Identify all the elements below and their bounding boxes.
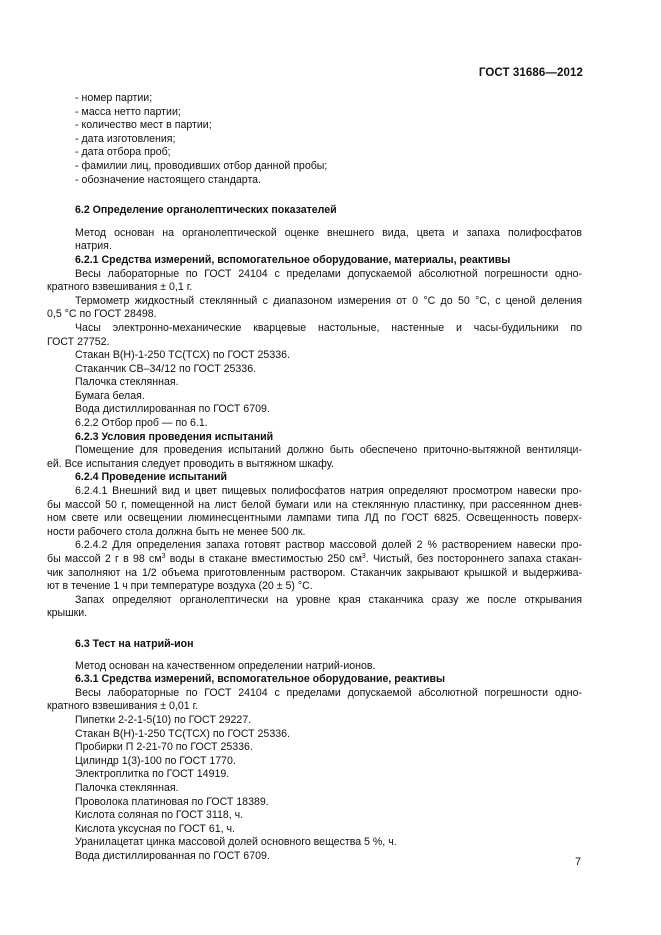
page-content xyxy=(47,92,583,863)
paragraph-line: кратного взвешивания ± 0,01 г. xyxy=(47,700,199,713)
paragraph-line: Весы лабораторные по ГОСТ 24104 с пределами допускаемой абсолютной погрешности одно- xyxy=(75,686,582,699)
paragraph-line: Термометр жидкостный стеклянный с диапазоном измерения от 0 °С до 50 °С, с ценой деления xyxy=(75,294,582,307)
paragraph-line: Часы электронно-механические кварцевые настольные, настенные и часы-будильники по xyxy=(75,321,582,334)
paragraph-line: Метод основан на органолептической оценке внешнего вида, цвета и запаха полифосфатов xyxy=(75,226,582,239)
list-item: - дата отбора проб; xyxy=(75,146,171,159)
paragraph-line: чик заполняют на 1/2 объема приготовленным раствором. Стаканчик закрывают крышкой и выдержива- xyxy=(47,566,582,579)
list-item: Бумага белая. xyxy=(75,389,145,402)
list-item: Пипетки 2-2-1-5(10) по ГОСТ 29227. xyxy=(75,713,252,726)
list-item: Уранилацетат цинка массовой долей основного вещества 5 %, ч. xyxy=(75,836,397,849)
paragraph-line: ют в течение 1 ч при температуре воздуха (20 ± 5) °С. xyxy=(47,580,313,593)
list-item: - номер партии; xyxy=(75,92,153,104)
list-item: - обозначение настоящего стандарта. xyxy=(75,173,262,186)
paragraph-line: 0,5 °С по ГОСТ 28498. xyxy=(47,308,157,321)
paragraph-line: 6.2.4.2 Для определения запаха готовят раствор массовой долей 2 % растворением навески про- xyxy=(75,539,582,552)
subsection-heading-6-3-1: 6.3.1 Средства измерений, вспомогательное оборудование, реактивы xyxy=(75,673,446,686)
paragraph-line: ности рабочего стола должна быть не менее 500 лк. xyxy=(47,525,306,538)
sample-info-list xyxy=(75,92,582,187)
list-item: Стакан В(Н)-1-250 ТС(ТСХ) по ГОСТ 25336. xyxy=(75,727,290,740)
list-item: Кислота уксусная по ГОСТ 61, ч. xyxy=(75,822,235,835)
subsection-heading-6-2-4: 6.2.4 Проведение испытаний xyxy=(75,471,228,484)
list-item: - фамилии лиц, проводивших отбор данной пробы; xyxy=(75,159,328,172)
list-item: - масса нетто партии; xyxy=(75,105,181,118)
list-item: Стакан В(Н)-1-250 ТС(ТСХ) по ГОСТ 25336. xyxy=(75,349,290,362)
subsection-heading-6-2-1: 6.2.1 Средства измерений, вспомогательное оборудование, материалы, реактивы xyxy=(75,253,511,266)
paragraph-line: 6.2.4.1 Внешний вид и цвет пищевых полифосфатов натрия определяют просмотром навески про- xyxy=(75,485,582,498)
list-item: Стаканчик СВ–34/12 по ГОСТ 25336. xyxy=(75,362,257,375)
list-item: Проволока платиновая по ГОСТ 18389. xyxy=(75,795,269,808)
paragraph-line: Весы лабораторные по ГОСТ 24104 с пределами допускаемой абсолютной погрешности одно- xyxy=(75,267,582,280)
list-item: Палочка стеклянная. xyxy=(75,781,179,794)
paragraph-line: Метод основан на качественном определении натрий-ионов. xyxy=(75,659,376,672)
list-item: - дата изготовления; xyxy=(75,132,176,145)
paragraph-line: ном свете или освещении люминесцентными лампами типа ЛД по ГОСТ 6825. Освещенность поверх- xyxy=(47,512,582,525)
paragraph-line: натрия. xyxy=(75,240,112,253)
section-heading-6-3: 6.3 Тест на натрий-ион xyxy=(75,637,194,650)
list-item: Вода дистиллированная по ГОСТ 6709. xyxy=(75,403,270,416)
list-item: 6.2.2 Отбор проб — по 6.1. xyxy=(75,417,208,430)
list-item: Вода дистиллированная по ГОСТ 6709. xyxy=(75,849,270,862)
paragraph-line: бы массой 50 г, помещенной на лист белой бумаги или на стеклянную пластинку, при рассеянном днев- xyxy=(47,498,582,511)
list-item: Электроплитка по ГОСТ 14919. xyxy=(75,768,230,781)
standard-header: ГОСТ 31686—2012 xyxy=(478,67,583,79)
list-item: Палочка стеклянная. xyxy=(75,376,179,389)
subsection-heading-6-2-3: 6.2.3 Условия проведения испытаний xyxy=(75,430,274,443)
paragraph-line: ГОСТ 27752. xyxy=(47,335,110,348)
list-item: Кислота соляная по ГОСТ 3118, ч. xyxy=(75,809,244,822)
paragraph-line: ей. Все испытания следует проводить в вытяжном шкафу. xyxy=(47,457,334,470)
paragraph-line: кратного взвешивания ± 0,1 г. xyxy=(47,281,193,294)
list-item: Пробирки П 2-21-70 по ГОСТ 25336. xyxy=(75,741,253,754)
list-item: - количество мест в партии; xyxy=(75,119,212,132)
section-heading-6-2: 6.2 Определение органолептических показателей xyxy=(75,204,337,217)
paragraph-line: Помещение для проведения испытаний должно быть обеспечено приточно-вытяжной вентиляци- xyxy=(75,444,582,457)
list-item: Цилиндр 1(3)-100 по ГОСТ 1770. xyxy=(75,754,236,767)
page-number: 7 xyxy=(575,856,581,868)
paragraph-line: Запах определяют органолептически на уровне края стаканчика сразу же после открывания xyxy=(75,593,582,606)
paragraph-line: бы массой 2 г в 98 $см^3$ воды в стакане вместимостью 250 $см^3$. Чистый, без постороннего запаха стакан- xyxy=(47,553,583,565)
paragraph-line: крышки. xyxy=(47,607,88,620)
